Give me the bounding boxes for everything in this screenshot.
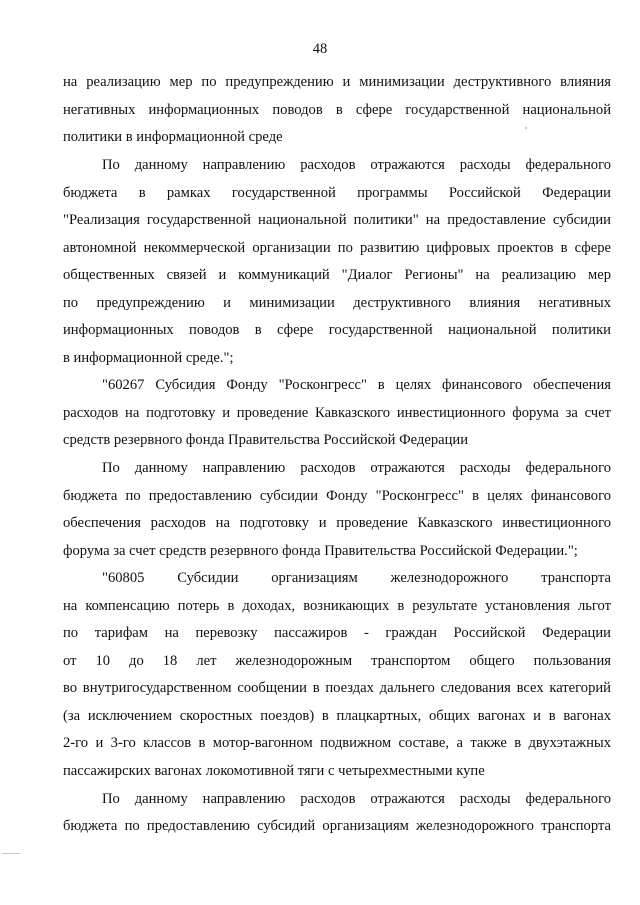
text-line: 2-го и 3-го классов в мотор-вагонном подвижном составе, а также в двухэтажных bbox=[63, 735, 611, 751]
text-line: По данному направлению расходов отражаются расходы федерального bbox=[102, 791, 611, 807]
text-line: бюджета по предоставлению субсидии Фонду "Росконгресс" в целях финансового bbox=[63, 488, 611, 504]
text-line: общественных связей и коммуникаций "Диалог Регионы" на реализацию мер bbox=[63, 267, 611, 283]
text-line: в информационной среде."; bbox=[63, 350, 234, 366]
text-line: на реализацию мер по предупреждению и минимизации деструктивного влияния bbox=[63, 74, 611, 90]
text-line: средств резервного фонда Правительства Российской Федерации bbox=[63, 432, 469, 448]
text-line: По данному направлению расходов отражаются расходы федерального bbox=[102, 157, 611, 173]
text-line: информационных поводов в сфере государственной национальной политики bbox=[63, 322, 611, 338]
text-line: по предупреждению и минимизации деструктивного влияния негативных bbox=[63, 295, 611, 311]
text-line: негативных информационных поводов в сфере государственной национальной bbox=[63, 102, 611, 118]
text-line: расходов на подготовку и проведение Кавказского инвестиционного форума за счет bbox=[63, 405, 611, 421]
text-line: автономной некоммерческой организации по развитию цифровых проектов в сфере bbox=[63, 240, 611, 256]
text-line: на компенсацию потерь в доходах, возникающих в результате установления льгот bbox=[63, 598, 611, 614]
text-line: политики в информационной среде bbox=[63, 129, 283, 145]
text-line: от 10 до 18 лет железнодорожным транспортом общего пользования bbox=[63, 653, 611, 669]
text-line: По данному направлению расходов отражаются расходы федерального bbox=[102, 460, 611, 476]
page-number: 48 bbox=[312, 41, 328, 57]
text-line: во внутригосударственном сообщении в поездах дальнего следования всех категорий bbox=[63, 680, 611, 696]
text-line: пассажирских вагонах локомотивной тяги с четырехместными купе bbox=[63, 763, 485, 779]
text-line: бюджета в рамках государственной программы Российской Федерации bbox=[63, 185, 611, 201]
text-line: "60805 Субсидии организациям железнодорожного транспорта bbox=[102, 570, 611, 586]
scan-edge-mark bbox=[2, 853, 20, 854]
text-line: "Реализация государственной национальной политики" на предоставление субсидии bbox=[63, 212, 611, 228]
scan-speck bbox=[525, 127, 527, 129]
text-line: по тарифам на перевозку пассажиров - граждан Российской Федерации bbox=[63, 625, 611, 641]
text-line: бюджета по предоставлению субсидий организациям железнодорожного транспорта bbox=[63, 818, 611, 834]
text-line: форума за счет средств резервного фонда Правительства Российской Федерации."; bbox=[63, 543, 578, 559]
text-line: "60267 Субсидия Фонду "Росконгресс" в целях финансового обеспечения bbox=[102, 377, 611, 393]
text-line: (за исключением скоростных поездов) в плацкартных, общих вагонах и в вагонах bbox=[63, 708, 611, 724]
text-line: обеспечения расходов на подготовку и проведение Кавказского инвестиционного bbox=[63, 515, 611, 531]
